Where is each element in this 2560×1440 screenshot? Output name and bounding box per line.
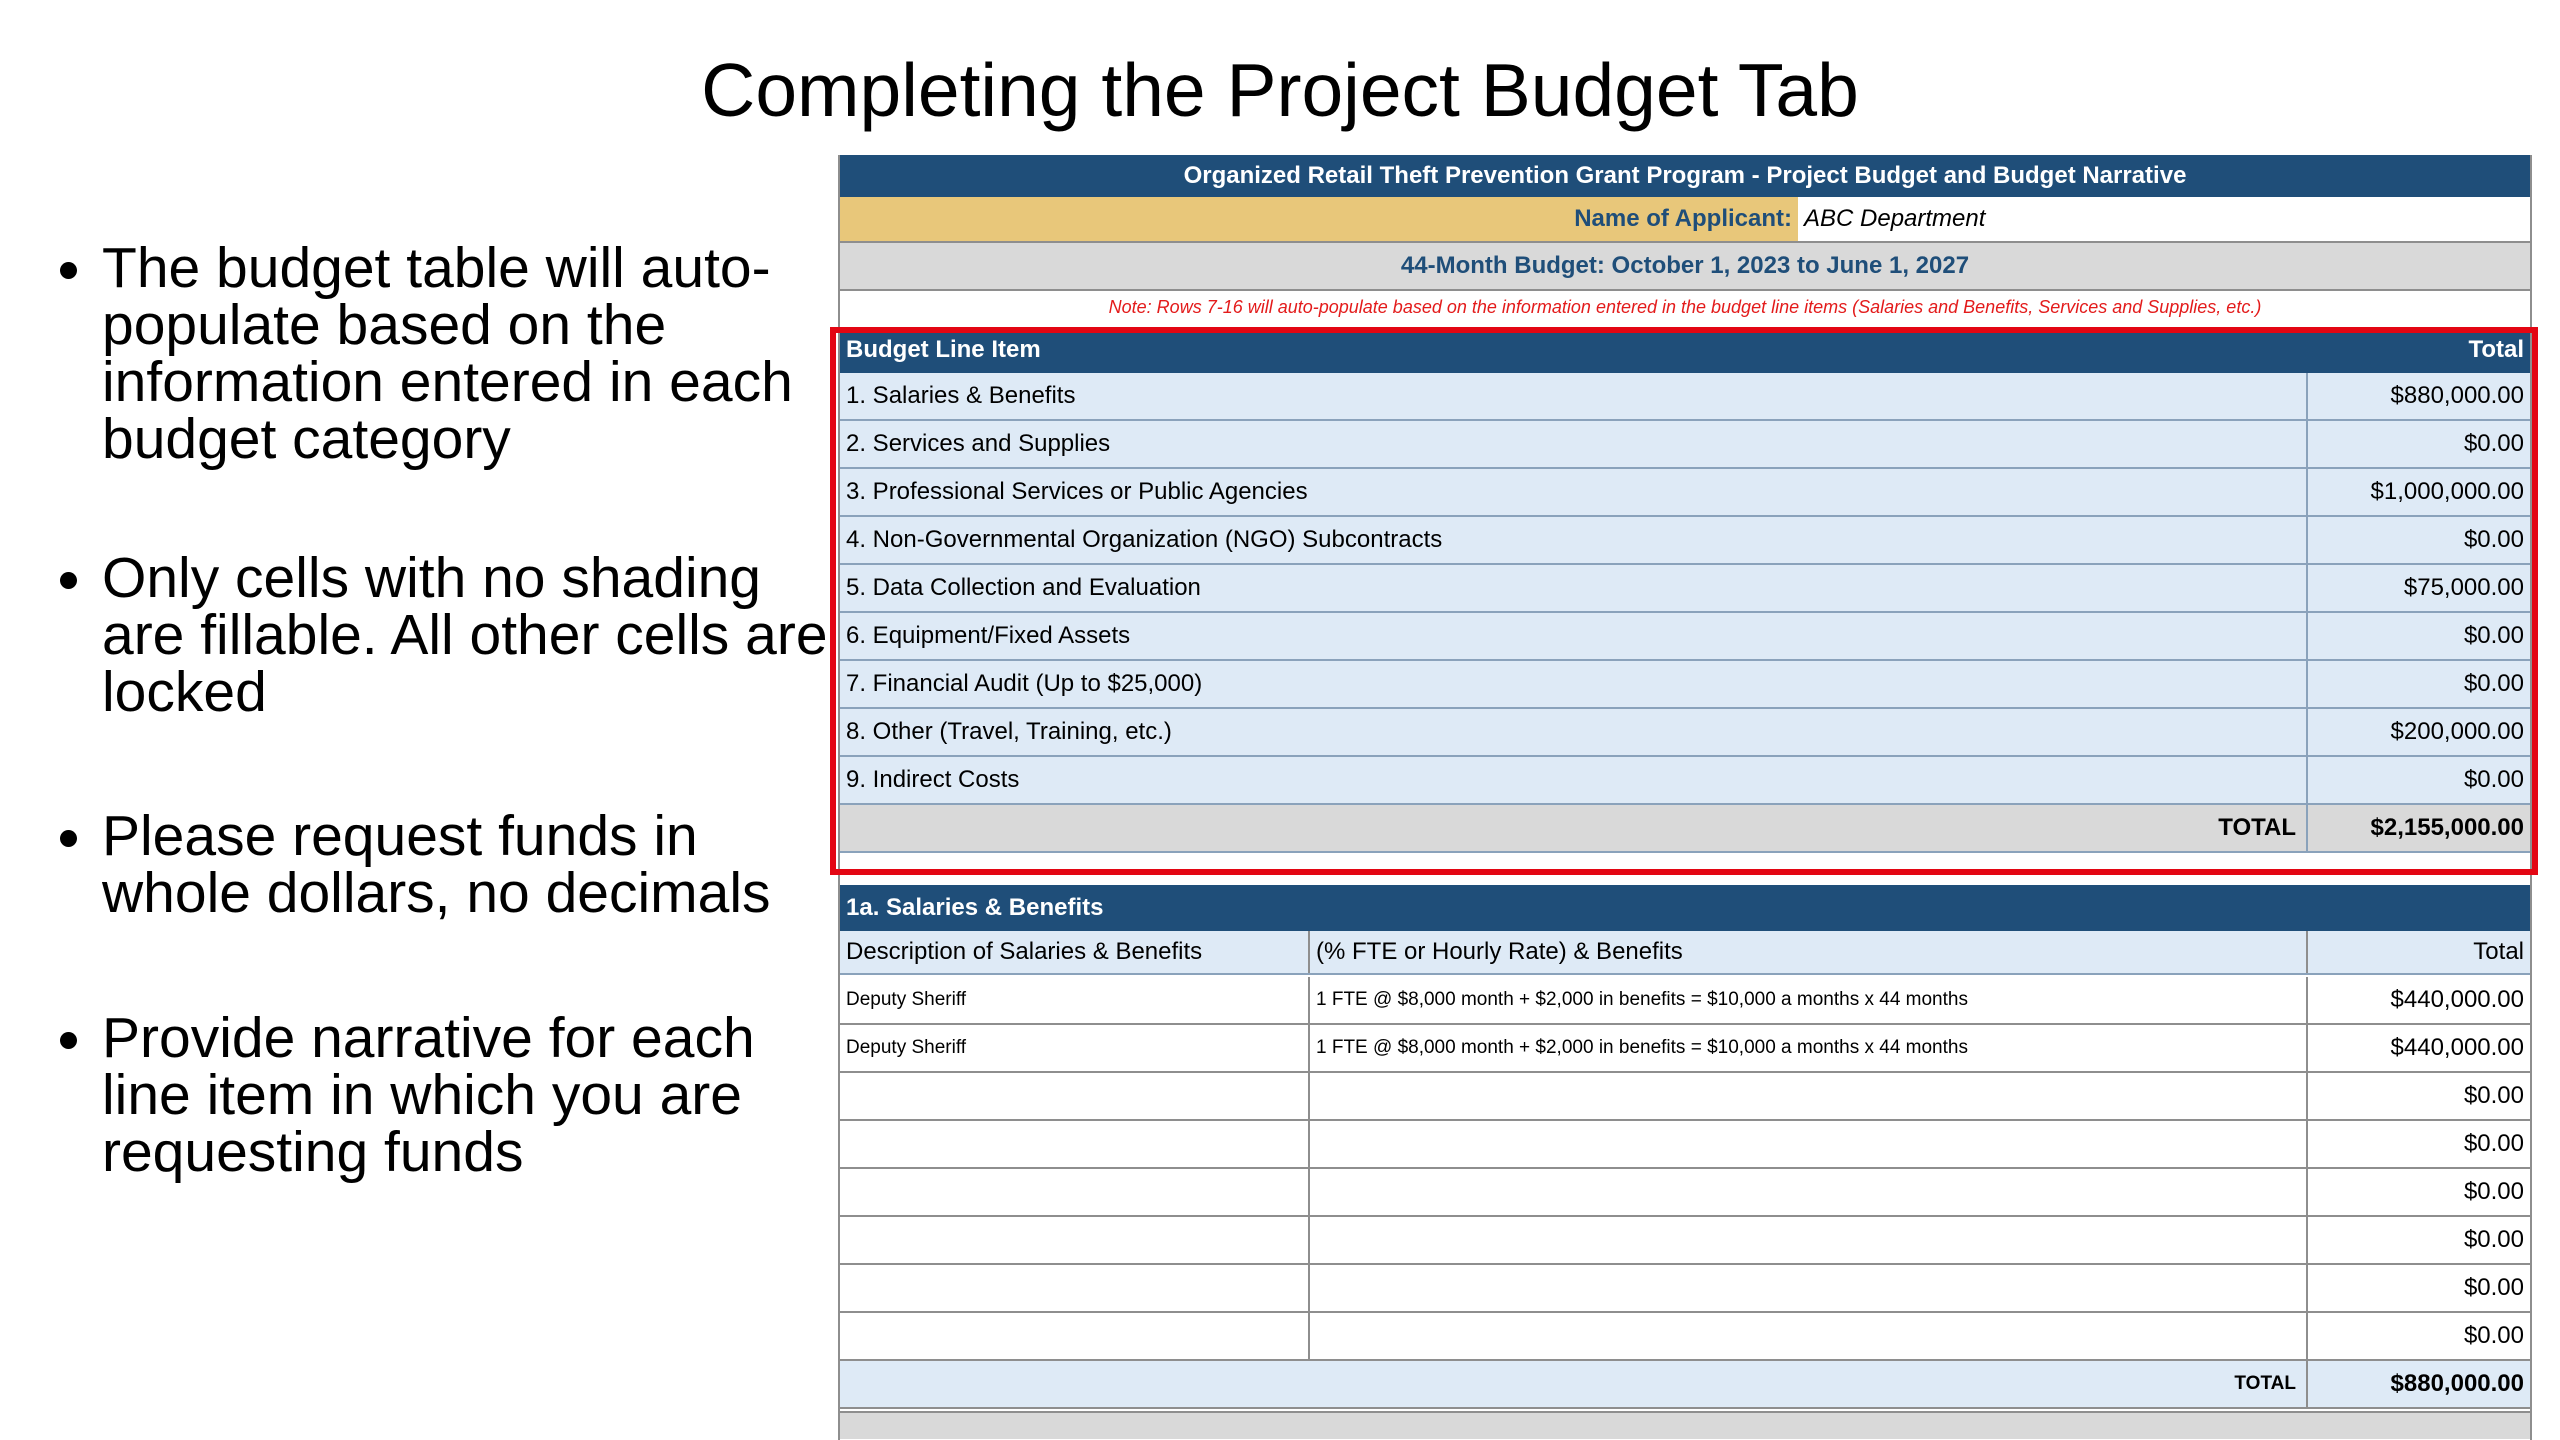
salary-rate-cell[interactable]	[1308, 1169, 2306, 1215]
salaries-column-header	[838, 931, 2532, 975]
salaries-header: 1a. Salaries & Benefits	[846, 894, 1104, 921]
salary-rate-cell[interactable]	[1308, 1073, 2306, 1119]
budget-row	[838, 517, 2532, 565]
salary-total-cell: $0.00	[2306, 1169, 2532, 1215]
salary-description-cell[interactable]: Deputy Sheriff	[846, 989, 967, 1010]
salary-rate-cell[interactable]	[1308, 1217, 2306, 1263]
budget-total: $0.00	[2306, 757, 2532, 803]
header-total: Total	[2468, 336, 2524, 363]
budget-row	[838, 709, 2532, 757]
budget-row	[838, 373, 2532, 421]
salaries-total-value: $880,000.00	[2306, 1361, 2532, 1407]
applicant-row	[838, 197, 2532, 243]
budget-row	[838, 565, 2532, 613]
bullet-item	[52, 1006, 832, 1184]
col-rate: (% FTE or Hourly Rate) & Benefits	[1308, 931, 2306, 973]
bullet-dot-icon	[60, 1032, 77, 1049]
salaries-total-label: TOTAL	[2234, 1373, 2296, 1394]
salary-row	[838, 977, 2532, 1025]
salary-row	[838, 1217, 2532, 1265]
budget-total: $0.00	[2306, 613, 2532, 659]
budget-row	[838, 661, 2532, 709]
budget-total: $0.00	[2306, 421, 2532, 467]
bullet-item	[52, 804, 832, 925]
header-line-item: Budget Line Item	[846, 336, 1041, 363]
salary-row	[838, 1265, 2532, 1313]
salary-total-cell: $0.00	[2306, 1265, 2532, 1311]
applicant-input[interactable]: ABC Department	[1804, 205, 1986, 232]
bullet-text: Please request funds in whole dollars, no decimals	[102, 804, 771, 925]
bullet-dot-icon	[60, 830, 77, 847]
budget-row	[838, 469, 2532, 517]
budget-total: $1,000,000.00	[2306, 469, 2532, 515]
sheet-bottom-strip	[838, 1411, 2532, 1439]
budget-item: 1. Salaries & Benefits	[846, 382, 1076, 409]
salary-rate-cell[interactable]: 1 FTE @ $8,000 month + $2,000 in benefits = $10,000 a months x 44 months	[1308, 977, 2306, 1023]
auto-populate-note: Note: Rows 7-16 will auto-populate based on the information entered in the budget line items (Salaries and Benefits, Services and Supplies, etc.)	[1108, 297, 2262, 317]
salary-row	[838, 1313, 2532, 1361]
budget-grand-total: $2,155,000.00	[2306, 805, 2532, 851]
sheet-left-border	[838, 155, 840, 1440]
budget-item: 9. Indirect Costs	[846, 766, 1020, 793]
bullet-text: Only cells with no shading are fillable. All other cells are locked	[102, 546, 828, 724]
salaries-total-row	[838, 1361, 2532, 1409]
budget-header-row	[838, 327, 2532, 373]
budget-item: 4. Non-Governmental Organization (NGO) Subcontracts	[846, 526, 1443, 553]
bullet-dot-icon	[60, 572, 77, 589]
salary-total-cell: $0.00	[2306, 1217, 2532, 1263]
sheet-banner: Organized Retail Theft Prevention Grant Program - Project Budget and Budget Narrative	[838, 155, 2532, 197]
budget-total: $0.00	[2306, 661, 2532, 707]
salary-total-cell: $0.00	[2306, 1073, 2532, 1119]
salary-rate-cell[interactable]	[1308, 1265, 2306, 1311]
budget-item: 8. Other (Travel, Training, etc.)	[846, 718, 1172, 745]
budget-item: 2. Services and Supplies	[846, 430, 1111, 457]
budget-period: 44-Month Budget: October 1, 2023 to June 1, 2027	[838, 243, 2532, 291]
bullet-dot-icon	[60, 262, 77, 279]
salaries-header-row	[838, 885, 2532, 931]
col-description: Description of Salaries & Benefits	[846, 938, 1203, 965]
salary-rate-cell[interactable]: 1 FTE @ $8,000 month + $2,000 in benefits = $10,000 a months x 44 months	[1308, 1025, 2306, 1071]
salary-total-cell: $440,000.00	[2306, 977, 2532, 1023]
budget-item: 6. Equipment/Fixed Assets	[846, 622, 1131, 649]
budget-item: 3. Professional Services or Public Agencies	[846, 478, 1308, 505]
salary-total-cell: $0.00	[2306, 1313, 2532, 1359]
budget-row	[838, 613, 2532, 661]
budget-total: $0.00	[2306, 517, 2532, 563]
budget-item: 7. Financial Audit (Up to $25,000)	[846, 670, 1203, 697]
budget-spreadsheet	[838, 155, 2532, 1440]
col-total: Total	[2306, 931, 2532, 973]
salary-row	[838, 1121, 2532, 1169]
budget-total: $75,000.00	[2306, 565, 2532, 611]
budget-total: $880,000.00	[2306, 373, 2532, 419]
salary-row	[838, 1169, 2532, 1217]
bullet-text: The budget table will auto-populate based on the information entered in each budget category	[102, 236, 793, 471]
salary-total-cell: $440,000.00	[2306, 1025, 2532, 1071]
budget-row	[838, 757, 2532, 805]
salary-row	[838, 1025, 2532, 1073]
budget-total-label: TOTAL	[2218, 814, 2296, 841]
bullet-text: Provide narrative for each line item in which you are requesting funds	[102, 1006, 755, 1184]
budget-total-row	[838, 805, 2532, 853]
applicant-label: Name of Applicant:	[840, 197, 1798, 241]
salary-rate-cell[interactable]	[1308, 1313, 2306, 1359]
bullet-item	[52, 236, 832, 471]
salary-rate-cell[interactable]	[1308, 1121, 2306, 1167]
sheet-right-border	[2530, 155, 2532, 1440]
salary-total-cell: $0.00	[2306, 1121, 2532, 1167]
salary-description-cell[interactable]: Deputy Sheriff	[846, 1037, 967, 1058]
salary-row	[838, 1073, 2532, 1121]
slide-title: Completing the Project Budget Tab	[701, 48, 1859, 132]
bullet-item	[52, 546, 832, 724]
budget-item: 5. Data Collection and Evaluation	[846, 574, 1201, 601]
salaries-total-spacer	[1308, 1361, 2306, 1407]
budget-total: $200,000.00	[2306, 709, 2532, 755]
budget-row	[838, 421, 2532, 469]
